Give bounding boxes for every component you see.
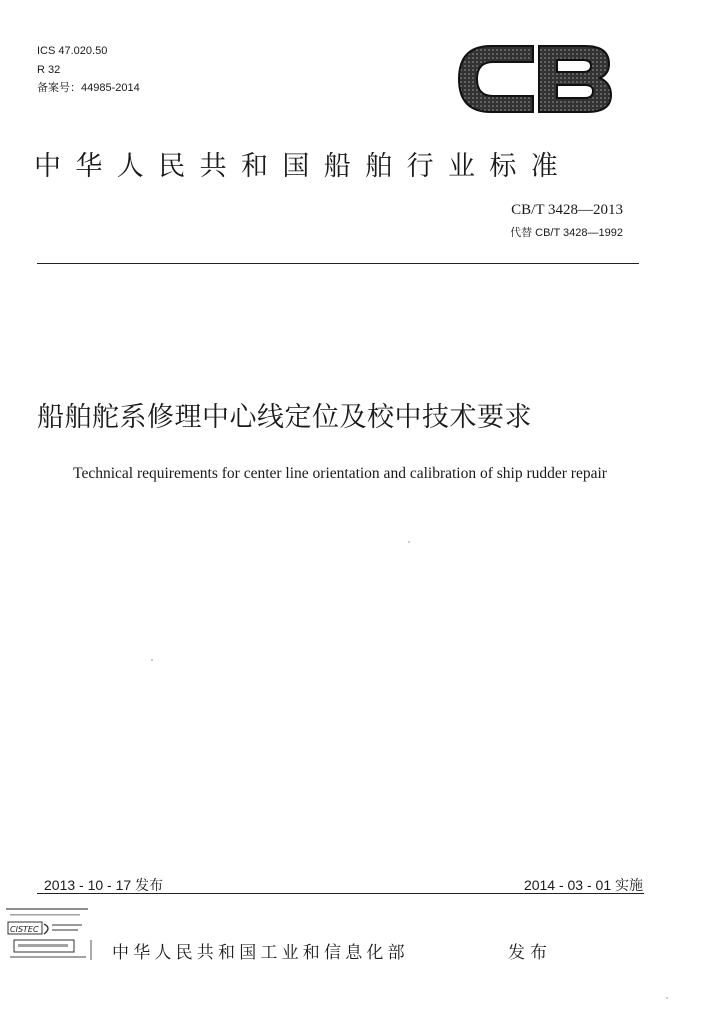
record-number: 备案号：44985-2014: [37, 82, 140, 94]
document-title-en: Technical requirements for center line orientation and calibration of ship rudder repair: [73, 465, 607, 482]
svg-text:CISTEC: CISTEC: [10, 925, 39, 934]
replaces-standard: 代替 CB/T 3428—1992: [510, 227, 623, 239]
header-divider: [37, 263, 639, 264]
document-title-cn: 船舶舵系修理中心线定位及校中技术要求: [37, 402, 532, 433]
issue-date: 2013 - 10 - 17 发布: [44, 877, 164, 893]
issuing-authority: 中华人民共和国工业和信息化部: [112, 943, 409, 963]
scan-speck: [151, 659, 153, 661]
scan-speck: [666, 997, 668, 999]
r-code: R 32: [37, 64, 61, 76]
publish-label: 发布: [508, 943, 552, 963]
cb-logo-icon: [455, 40, 615, 118]
implementation-date: 2014 - 03 - 01 实施: [523, 877, 643, 893]
industry-standard-title: 中华人民共和国船舶行业标准: [34, 151, 573, 182]
library-stamp-icon: [4, 904, 98, 966]
standard-number: CB/T 3428—2013: [511, 202, 623, 218]
ics-code: ICS 47.020.50: [37, 45, 108, 57]
footer-divider: [37, 893, 644, 894]
scan-speck: [408, 541, 410, 543]
